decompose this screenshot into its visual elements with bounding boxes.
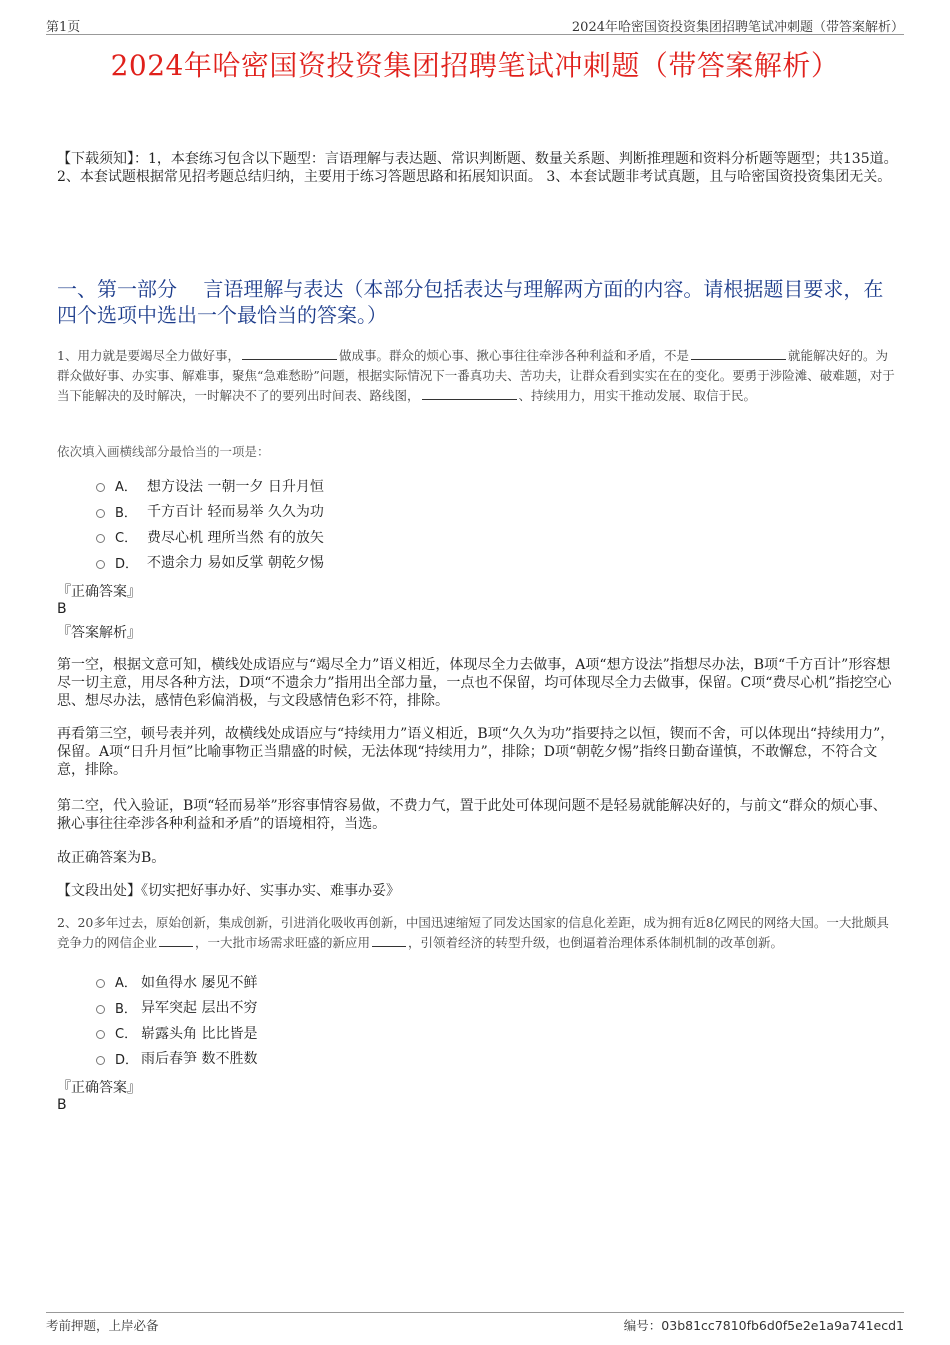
option-text: 如鱼得水 屡见不鲜 <box>141 974 258 991</box>
question-1-part-d: 、持续用力，用实干推动发展、取信于民。 <box>518 388 757 403</box>
option-letter: C． <box>115 1027 138 1043</box>
radio-icon[interactable] <box>96 560 105 569</box>
page-header <box>46 14 904 35</box>
radio-icon[interactable] <box>96 1005 105 1014</box>
option-text: 崭露头角 比比皆是 <box>141 1025 258 1042</box>
option-text: 雨后春笋 数不胜数 <box>141 1051 258 1068</box>
option-text: 千方百计 轻而易举 久久为功 <box>147 504 324 521</box>
download-notice: 【下载须知】：1，本套练习包含以下题型：言语理解与表达题、常识判断题、数量关系题、判断推理题和资料分析题等题型；共135道。 2、本套试题根据常见招考题总结归纳，主要用于练习答题思路和拓展知识面。 3、本套试题非考试真题，且与哈密国资投资集团无关。 <box>57 151 898 185</box>
radio-icon[interactable] <box>96 979 105 988</box>
question-1-options <box>96 473 324 575</box>
option-letter: A． <box>115 480 137 496</box>
option-letter: B． <box>115 505 137 521</box>
question-1-part-c: 就能解决好的。为群众做好事、办实事、解难事，聚焦“急难愁盼”问题，根据实际情况下一番真功夫、苦功夫，让群众看到实实在在的变化。要勇于涉险滩、破难题，对于当下能解决的及时解决，一时解决不了的要列出时间表、路线图， <box>57 348 895 403</box>
analysis-paragraph: 第二空，代入验证，B项“轻而易举”形容事情容易做，不费力气，置于此处可体现问题不是轻易就能解决好的，与前文“群众的烦心事、揪心事往往牵涉各种利益和矛盾”的语境相符，当选。 <box>57 798 887 832</box>
page-number: 第1页 <box>46 20 81 35</box>
radio-icon[interactable] <box>96 1056 105 1065</box>
option-d[interactable] <box>96 550 324 576</box>
running-title: 2024年哈密国资投资集团招聘笔试冲刺题（带答案解析） <box>571 20 904 35</box>
answer-blank <box>691 346 786 360</box>
question-1-part-b: 做成事。群众的烦心事、揪心事往往牵涉各种利益和矛盾，不是 <box>338 348 689 363</box>
question-1-prompt: 依次填入画横线部分最恰当的一项是： <box>57 444 270 459</box>
radio-icon[interactable] <box>96 534 105 543</box>
correct-answer: B <box>57 601 67 617</box>
option-c[interactable] <box>96 524 324 550</box>
document-code <box>624 1316 904 1334</box>
question-1-text <box>57 346 898 406</box>
radio-icon[interactable] <box>96 1030 105 1039</box>
option-b[interactable] <box>96 995 257 1021</box>
option-text: 异军突起 层出不穷 <box>141 1000 258 1017</box>
correct-answer-label: 『正确答案』 <box>57 584 141 600</box>
answer-blank <box>159 933 193 947</box>
source-citation: 【文段出处】《切实把好事办好、实事办实、难事办妥》 <box>57 883 400 899</box>
option-a[interactable] <box>96 969 257 995</box>
document-title: 2024年哈密国资投资集团招聘笔试冲刺题（带答案解析） <box>110 49 840 82</box>
radio-icon[interactable] <box>96 483 105 492</box>
option-c[interactable] <box>96 1020 257 1046</box>
question-2-part-c: ，引领着经济的转型升级，也倒逼着治理体系体制机制的改革创新。 <box>408 935 784 950</box>
answer-blank <box>422 386 517 400</box>
option-letter: C． <box>115 531 138 547</box>
answer-blank <box>372 933 406 947</box>
question-2-part-a: 2、20多年过去，原始创新，集成创新，引进消化吸收再创新，中国迅速缩短了同发达国家的信息化差距，成为拥有近8亿网民的网络大国。一大批颇具竞争力的网信企业 <box>57 915 889 950</box>
option-d[interactable] <box>96 1046 257 1072</box>
analysis-paragraph: 第一空，根据文意可知，横线处成语应与“竭尽全力”语义相近，体现尽全力去做事，A项“想方设法”指想尽办法，B项“千方百计”形容想尽一切主意，用尽各种方法，D项“不遗余力”指用出全部力量，一点也不保留，均可体现尽全力去做事，保留。C项“费尽心机”指挖空心思、想尽办法，感情色彩偏消极，与文段感情色彩不符，排除。 <box>57 657 892 709</box>
question-2-part-b: ，一大批市场需求旺盛的新应用 <box>195 935 371 950</box>
correct-answer-label: 『正确答案』 <box>57 1080 141 1096</box>
answer-blank <box>242 346 337 360</box>
option-b[interactable] <box>96 499 324 525</box>
option-a[interactable] <box>96 473 324 499</box>
option-letter: A． <box>115 976 137 992</box>
code-value: 03b81cc7810fb6d0f5e2e1a9a741ecd1 <box>661 1318 904 1333</box>
question-1-part-a: 1、用力就是要竭尽全力做好事， <box>57 348 240 363</box>
analysis-paragraph: 再看第三空，顿号表并列，故横线处成语应与“持续用力”语义相近，B项“久久为功”指要持之以恒，锲而不舍，可以体现出“持续用力”，保留。A项“日升月恒”比喻事物正当鼎盛的时候，无法体现“持续用力”，排除；D项“朝乾夕惕”指终日勤奋谨慎，不敢懈怠，不符合文意，排除。 <box>57 726 895 778</box>
option-text: 想方设法 一朝一夕 日升月恒 <box>147 478 324 495</box>
page-footer <box>46 1312 904 1335</box>
radio-icon[interactable] <box>96 509 105 518</box>
option-text: 不遗余力 易如反掌 朝乾夕惕 <box>147 555 324 572</box>
option-letter: D． <box>115 556 139 572</box>
question-2-text <box>57 913 898 953</box>
footer-slogan: 考前押题，上岸必备 <box>46 1318 159 1333</box>
option-letter: B． <box>115 1001 137 1017</box>
analysis-conclusion: 故正确答案为B。 <box>57 850 166 866</box>
option-text: 费尽心机 理所当然 有的放矢 <box>147 529 324 546</box>
correct-answer: B <box>57 1097 67 1113</box>
code-label: 编号： <box>623 1318 662 1333</box>
question-2-options <box>96 969 257 1071</box>
option-letter: D． <box>115 1052 139 1068</box>
analysis-label: 『答案解析』 <box>57 625 141 641</box>
section-title: 一、第一部分 言语理解与表达（本部分包括表达与理解两方面的内容。请根据题目要求，在四个选项中选出一个最恰当的答案。） <box>57 277 884 327</box>
